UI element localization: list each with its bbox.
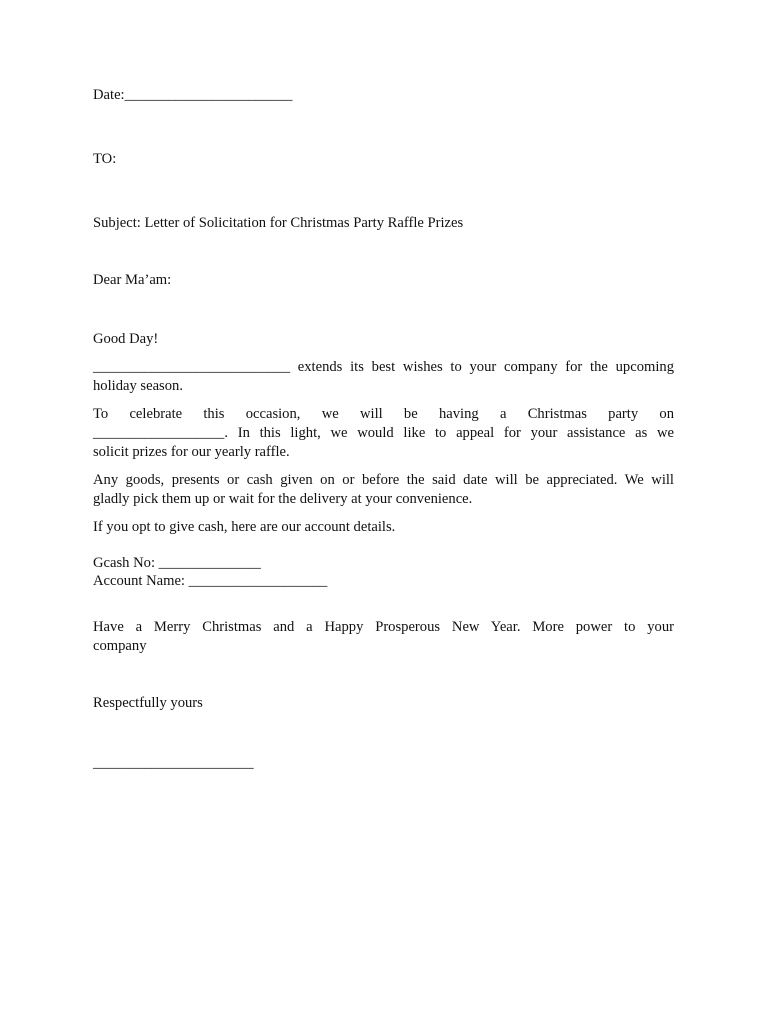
paragraph-goods: [93, 471, 674, 509]
paragraph-line: Have a Merry Christmas and a Happy Prosperous New Year. More power to your: [93, 619, 674, 635]
paragraph-line: To celebrate this occasion, we will be having a Christmas party on: [93, 406, 674, 422]
paragraph-closing: [93, 618, 674, 656]
paragraph-line: gladly pick them up or wait for the delivery at your convenience.: [93, 491, 473, 507]
account-name-line: Account Name: ___________________: [93, 573, 328, 589]
paragraph-party: [93, 405, 674, 462]
date-line: Date:_______________________: [93, 87, 293, 103]
recipient-line: TO:: [93, 151, 117, 167]
sign-off: Respectfully yours: [93, 695, 203, 711]
paragraph-line: Any goods, presents or cash given on or before the said date will be appreciated. We will: [93, 472, 674, 488]
paragraph-line: ___________________________ extends its best wishes to your company for the upcoming: [93, 359, 674, 375]
paragraph-line: holiday season.: [93, 378, 183, 394]
gcash-line: Gcash No: ______________: [93, 555, 261, 571]
paragraph-line: solicit prizes for our yearly raffle.: [93, 444, 290, 460]
paragraph-cash: If you opt to give cash, here are our account details.: [93, 519, 396, 535]
signature-line: ______________________: [93, 755, 254, 771]
paragraph-best-wishes: [93, 358, 674, 396]
paragraph-line: __________________. In this light, we would like to appeal for your assistance as we: [93, 425, 674, 441]
paragraph-line: company: [93, 638, 147, 654]
subject-line: Subject: Letter of Solicitation for Christmas Party Raffle Prizes: [93, 215, 464, 231]
greeting: Good Day!: [93, 331, 159, 347]
salutation: Dear Ma’am:: [93, 272, 172, 288]
